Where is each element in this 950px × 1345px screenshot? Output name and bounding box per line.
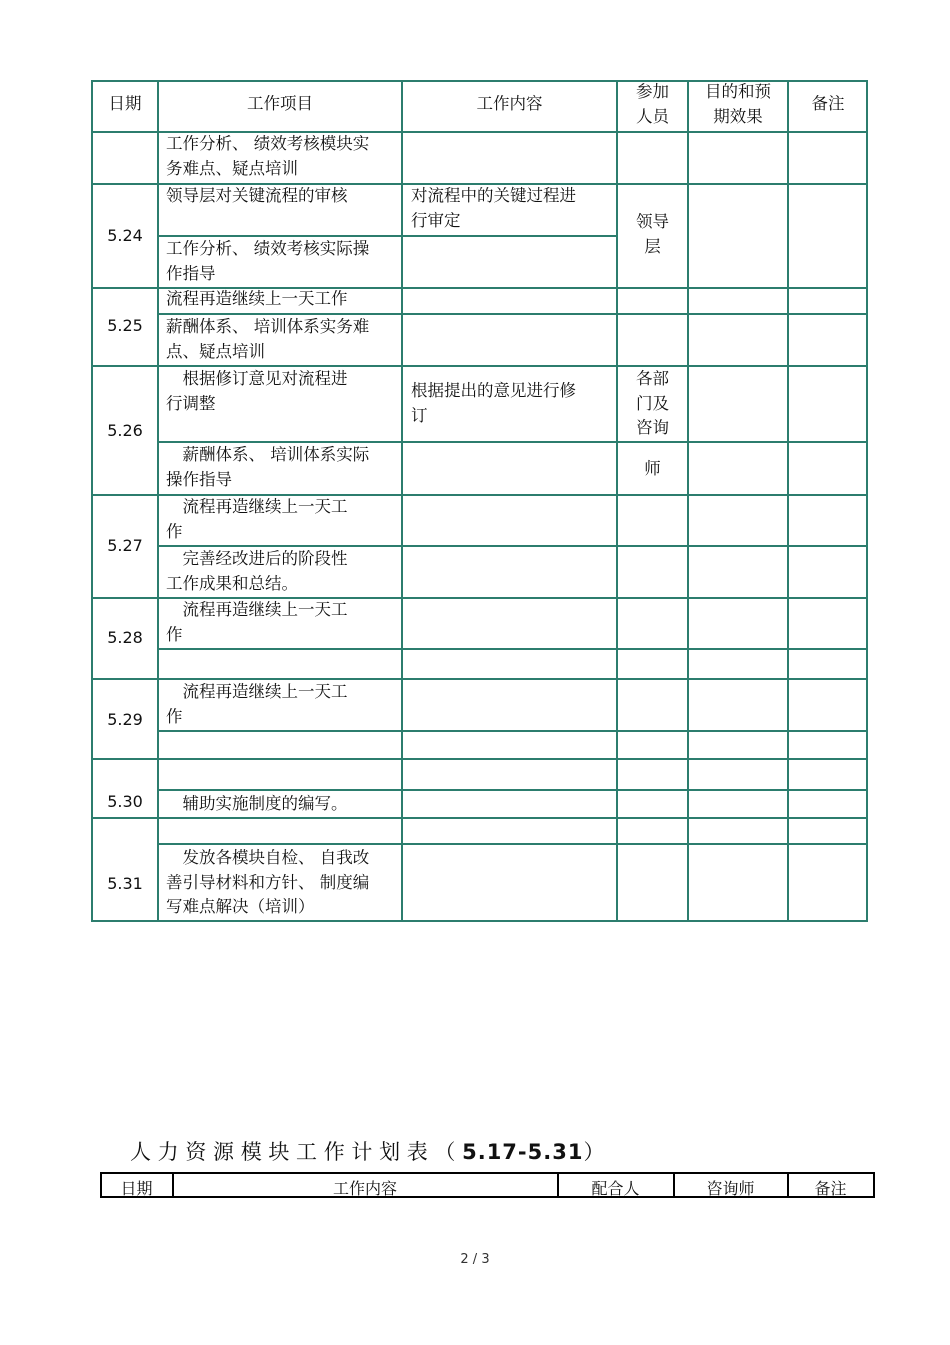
r16-project-l2: 善引导材料和方针、 制度编 (166, 872, 370, 892)
r9-project (166, 598, 348, 647)
header-goal-line1: 目的和预 (705, 82, 771, 101)
r2-project-l2: 作指导 (166, 263, 216, 283)
r2-project (166, 237, 369, 286)
header-remark: 备注 (811, 94, 845, 113)
r11-project-l2: 作 (166, 706, 183, 726)
r14-project-l1: 辅助实施制度的编写。 (166, 794, 348, 813)
t2-header-consultant: 咨询师 (706, 1179, 755, 1198)
r9-project-l1: 流程再造继续上一天工 (166, 600, 348, 619)
r5-project-l1: 根据修订意见对流程进 (166, 369, 348, 388)
page-title-close: ） (583, 1140, 605, 1164)
header-participants-line2: 人员 (636, 106, 669, 126)
r8-project-l2: 工作成果和总结。 (166, 573, 298, 593)
t2-header-content: 工作内容 (332, 1179, 397, 1198)
r6-project (166, 443, 369, 492)
t2-header-remark: 备注 (814, 1179, 847, 1198)
page-title-range: 5.17-5.31 (462, 1140, 584, 1164)
r14-project (166, 792, 348, 817)
r1-participants-l2: 层 (644, 236, 661, 256)
r6-project-l1: 薪酬体系、 培训体系实际 (166, 445, 370, 464)
r5-participants-l3: 咨询 (636, 418, 669, 437)
r1-content (411, 184, 576, 233)
r6-participants (618, 457, 687, 482)
r16-project-l1: 发放各模块自检、 自我改 (166, 848, 370, 867)
header-date: 日期 (108, 94, 142, 113)
header-content: 工作内容 (476, 94, 543, 113)
r5-participants (618, 367, 687, 441)
date-5-29: 5.29 (107, 710, 143, 729)
r7-project (166, 495, 348, 544)
t2-header-partner: 配合人 (591, 1179, 640, 1198)
r1-content-l1: 对流程中的关键过程进 (411, 186, 576, 205)
r1-project (166, 184, 348, 209)
r5-content-l2: 订 (411, 405, 428, 425)
r3-project-l1: 流程再造继续上一天工作 (166, 289, 348, 308)
t2-header-date: 日期 (120, 1179, 153, 1198)
r0-project-l1: 工作分析、 绩效考核模块实 (166, 134, 370, 153)
r1-project-l1: 领导层对关键流程的审核 (166, 186, 348, 205)
r5-project-l2: 行调整 (166, 393, 216, 413)
header-goal (689, 80, 787, 129)
date-5-27: 5.27 (107, 536, 143, 555)
r2-project-l1: 工作分析、 绩效考核实际操 (166, 239, 370, 258)
r7-project-l1: 流程再造继续上一天工 (166, 497, 348, 516)
header-goal-line2: 期效果 (713, 106, 763, 126)
r4-project (166, 315, 369, 364)
r1-participants-l1: 领导 (636, 212, 669, 231)
r3-project (166, 287, 348, 312)
r11-project-l1: 流程再造继续上一天工 (166, 682, 348, 701)
r4-project-l1: 薪酬体系、 培训体系实务难 (166, 317, 370, 336)
r6-participants-l1: 师 (644, 459, 661, 478)
r5-participants-l2: 门及 (636, 393, 669, 413)
r1-content-l2: 行审定 (411, 210, 461, 230)
r1-participants (618, 210, 687, 259)
r5-content-l1: 根据提出的意见进行修 (411, 381, 576, 400)
date-5-24: 5.24 (107, 226, 143, 245)
header-project: 工作项目 (247, 94, 313, 113)
r5-participants-l1: 各部 (636, 369, 669, 388)
r5-content (411, 379, 576, 428)
r6-project-l2: 操作指导 (166, 469, 232, 489)
date-5-30: 5.30 (107, 792, 143, 811)
r5-project (166, 367, 348, 416)
page-number: 2 / 3 (460, 1252, 490, 1267)
r4-project-l2: 点、疑点培训 (166, 341, 265, 361)
r0-project (166, 132, 369, 181)
r11-project (166, 680, 348, 729)
r8-project-l1: 完善经改进后的阶段性 (166, 549, 348, 568)
r16-project-l3: 写难点解决（培训） (166, 897, 315, 916)
date-5-28: 5.28 (107, 628, 143, 647)
r0-project-l2: 务难点、疑点培训 (166, 158, 298, 178)
r16-project (166, 846, 369, 920)
date-5-25: 5.25 (107, 316, 143, 335)
date-5-26: 5.26 (107, 421, 143, 440)
date-5-31: 5.31 (107, 874, 143, 893)
page-title (130, 1136, 604, 1166)
header-participants-line1: 参加 (636, 82, 669, 101)
header-participants (618, 80, 687, 129)
r9-project-l2: 作 (166, 624, 183, 644)
r8-project (166, 547, 348, 596)
page-title-text: 人 力 资 源 模 块 工 作 计 划 表 （ (130, 1140, 463, 1164)
r7-project-l2: 作 (166, 521, 183, 541)
